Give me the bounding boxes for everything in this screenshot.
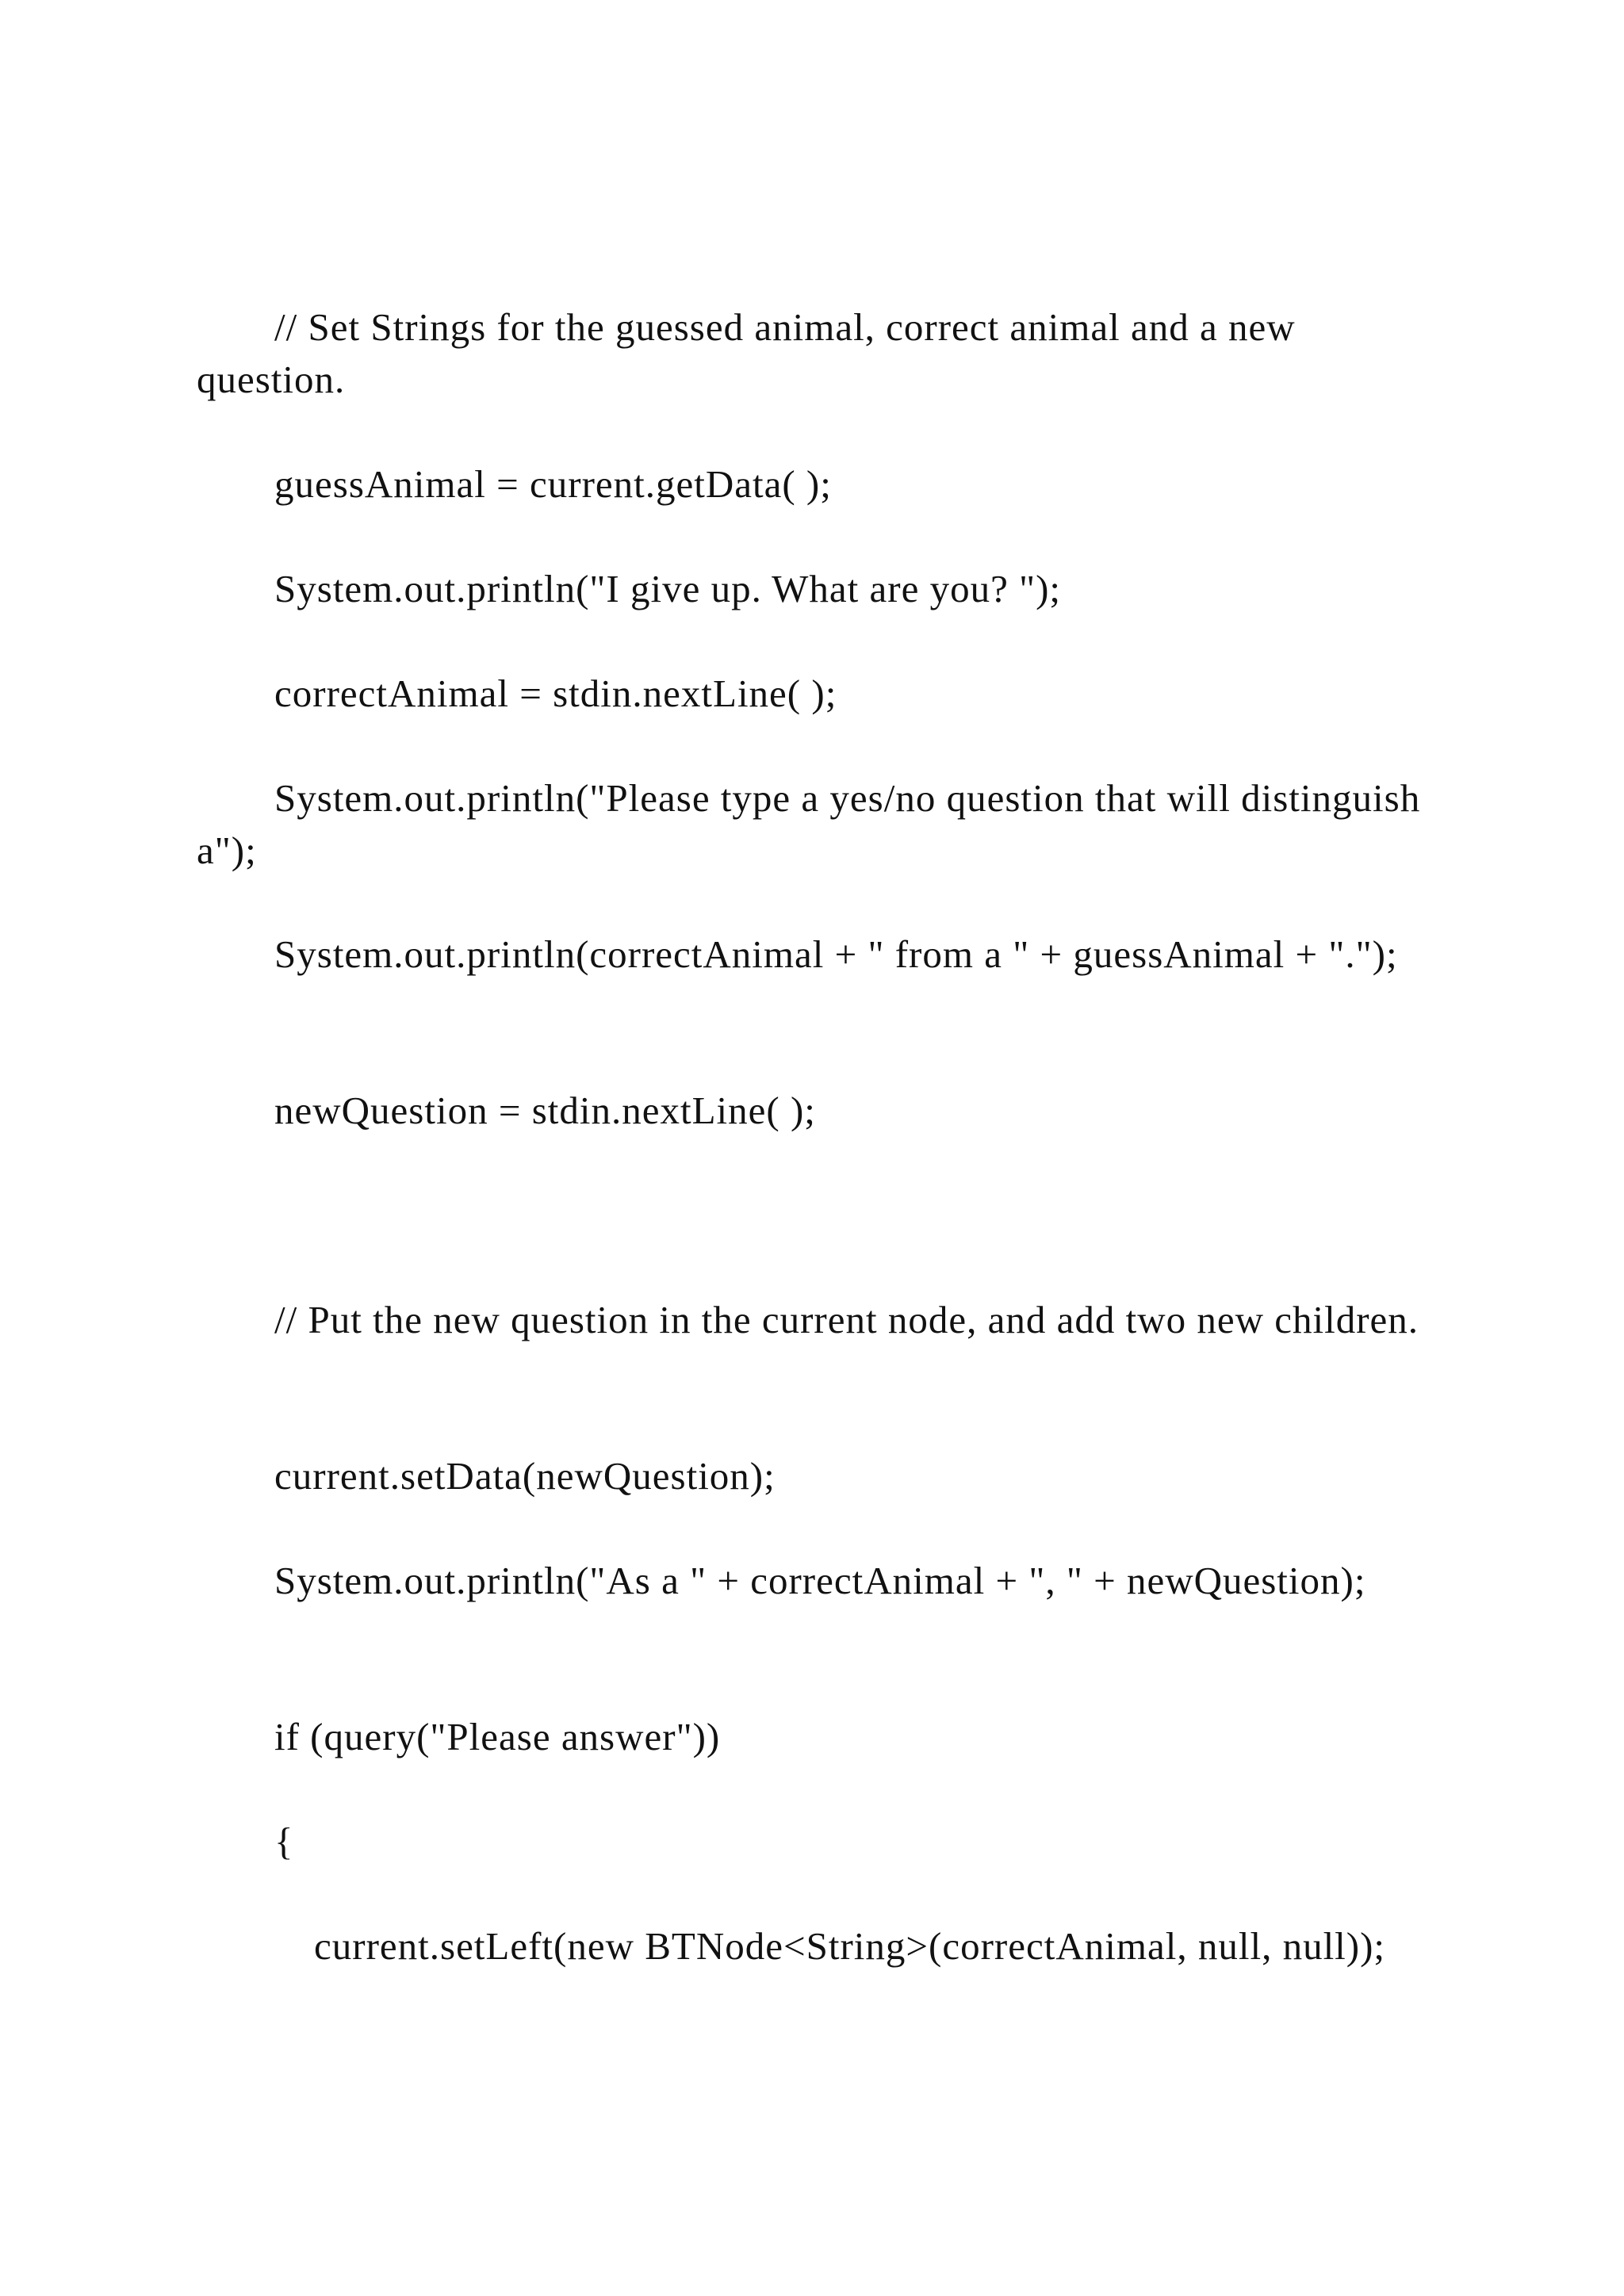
code-line-open-brace: { (274, 1820, 294, 1863)
code-line-if-query: if (query("Please answer")) (274, 1715, 721, 1758)
code-line-new-question: newQuestion = stdin.nextLine( ); (274, 1089, 816, 1132)
code-line-set-left: current.setLeft(new BTNode<String>(correctAnimal, null, null)); (314, 1924, 1386, 1968)
code-comment-set-strings: // Set Strings for the guessed animal, correct animal and a new question. (197, 305, 1296, 401)
code-comment-put-new-question: // Put the new question in the current node, and add two new children. (274, 1298, 1419, 1341)
code-line-guess-animal: guessAnimal = current.getData( ); (274, 462, 832, 506)
code-line-print-give-up: System.out.println("I give up. What are you? "); (274, 567, 1062, 610)
code-line-print-please-type: System.out.println("Please type a yes/no question that will distinguish a"); (197, 776, 1421, 872)
code-line-print-from-a: System.out.println(correctAnimal + " from a " + guessAnimal + "."); (274, 932, 1398, 976)
code-line-set-data: current.setData(newQuestion); (274, 1454, 776, 1498)
code-line-correct-animal: correctAnimal = stdin.nextLine( ); (274, 672, 837, 715)
code-line-print-as-a: System.out.println("As a " + correctAnimal + ", " + newQuestion); (274, 1559, 1366, 1602)
